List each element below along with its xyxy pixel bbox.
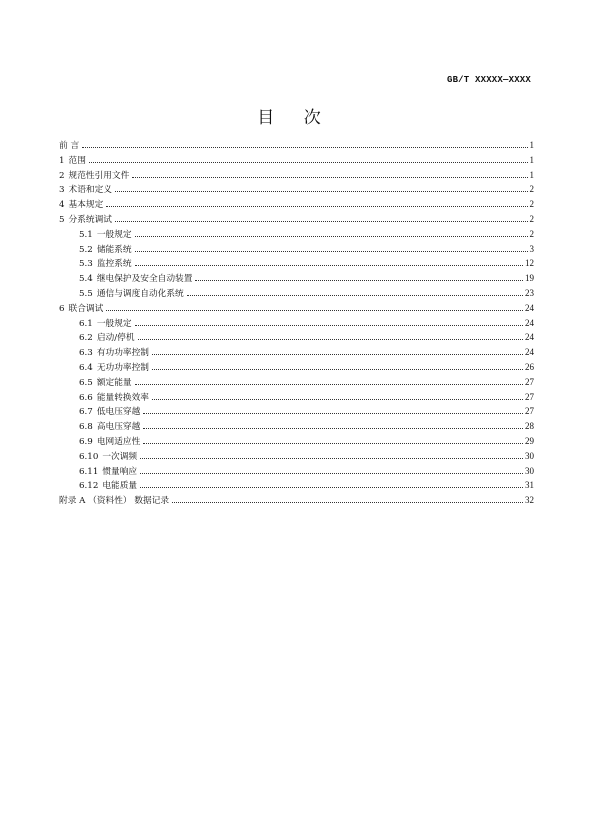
toc-entry-number: 6.2 bbox=[79, 333, 93, 344]
toc-entry-label: 一次调频 bbox=[102, 451, 138, 462]
toc-entry-page: 24 bbox=[525, 317, 534, 328]
toc-entry-label: 一般规定 bbox=[96, 229, 132, 240]
toc-entry-number: 6.6 bbox=[79, 392, 93, 403]
toc-entry-label: 电网适应性 bbox=[96, 436, 141, 447]
toc-entry[interactable] bbox=[59, 227, 534, 242]
toc-entry-number: 6.10 bbox=[79, 451, 99, 462]
toc-dot-leader bbox=[135, 264, 523, 266]
toc-entry-page: 30 bbox=[525, 465, 534, 476]
toc-entry-number: 5.1 bbox=[79, 229, 93, 240]
toc-entry-number: 6.11 bbox=[79, 466, 99, 477]
toc-entry-page: 32 bbox=[525, 495, 534, 506]
toc-entry-number: 4 bbox=[59, 200, 65, 211]
toc-dot-leader bbox=[143, 427, 523, 429]
standard-number: GB/T XXXXX—XXXX bbox=[446, 75, 531, 85]
toc-entry-label: 前 言 bbox=[59, 141, 80, 151]
toc-dot-leader bbox=[138, 338, 523, 340]
toc-entry-page: 24 bbox=[525, 347, 534, 358]
toc-entry-page: 27 bbox=[525, 406, 534, 417]
toc-entry-page: 2 bbox=[529, 184, 534, 195]
toc-entry[interactable] bbox=[59, 375, 534, 390]
toc-dot-leader bbox=[140, 486, 523, 488]
toc-entry-page: 12 bbox=[525, 258, 534, 269]
toc-entry[interactable] bbox=[59, 449, 534, 464]
toc-dot-leader bbox=[135, 324, 523, 326]
toc-entry[interactable] bbox=[59, 301, 534, 316]
toc-entry-number: 6.7 bbox=[79, 407, 93, 418]
toc-entry-number: 5.4 bbox=[79, 274, 93, 285]
toc-entry-label: 有功功率控制 bbox=[96, 348, 149, 359]
toc-entry-label: 低电压穿越 bbox=[96, 407, 141, 418]
toc-entry-label: 术语和定义 bbox=[68, 185, 112, 196]
toc-dot-leader bbox=[140, 472, 523, 474]
toc-dot-leader bbox=[152, 353, 523, 355]
toc-dot-leader bbox=[132, 176, 527, 178]
toc-entry-label: 基本规定 bbox=[68, 200, 104, 211]
toc-dot-leader bbox=[106, 205, 527, 207]
toc-dot-leader bbox=[135, 383, 523, 385]
toc-entry-number: 5.3 bbox=[79, 259, 93, 270]
toc-entry-number: 6.8 bbox=[79, 422, 93, 433]
toc-entry-label: 电能质量 bbox=[102, 481, 138, 492]
toc-entry-label: 一般规定 bbox=[96, 318, 132, 329]
toc-entry-label: 联合调试 bbox=[68, 303, 104, 314]
toc-entry-number: 5.5 bbox=[79, 288, 93, 299]
toc-entry-number: 6.3 bbox=[79, 348, 93, 359]
toc-dot-leader bbox=[135, 235, 528, 237]
toc-entry[interactable] bbox=[59, 404, 534, 419]
toc-entry[interactable] bbox=[59, 390, 534, 405]
toc-dot-leader bbox=[135, 250, 528, 252]
toc-entry-page: 23 bbox=[525, 287, 534, 298]
toc-entry[interactable] bbox=[59, 168, 534, 183]
toc-dot-leader bbox=[152, 398, 523, 400]
toc-entry-page: 2 bbox=[529, 199, 534, 210]
toc-entry[interactable] bbox=[59, 271, 534, 286]
toc-dot-leader bbox=[115, 190, 528, 192]
toc-entry-page: 24 bbox=[525, 332, 534, 343]
toc-entry-number: 6.12 bbox=[79, 481, 99, 492]
toc-entry-label: 范围 bbox=[68, 155, 86, 166]
toc-entry[interactable] bbox=[59, 182, 534, 197]
toc-entry[interactable] bbox=[59, 478, 534, 493]
table-of-contents bbox=[59, 138, 534, 508]
toc-dot-leader bbox=[172, 501, 523, 503]
toc-entry-label: 监控系统 bbox=[96, 259, 132, 270]
toc-entry-number: 6.5 bbox=[79, 377, 93, 388]
toc-dot-leader bbox=[143, 442, 523, 444]
toc-dot-leader bbox=[143, 412, 523, 414]
toc-entry[interactable] bbox=[59, 286, 534, 301]
toc-entry-page: 29 bbox=[525, 435, 534, 446]
toc-entry-label: 分系统调试 bbox=[68, 214, 112, 225]
toc-entry[interactable] bbox=[59, 330, 534, 345]
toc-entry-label: 高电压穿越 bbox=[96, 422, 141, 433]
toc-entry-number: 1 bbox=[59, 155, 65, 166]
toc-dot-leader bbox=[187, 294, 523, 296]
toc-entry-page: 2 bbox=[529, 213, 534, 224]
toc-entry[interactable] bbox=[59, 256, 534, 271]
toc-entry[interactable] bbox=[59, 419, 534, 434]
toc-entry-number: 6 bbox=[59, 303, 65, 314]
toc-entry-number: 2 bbox=[59, 170, 65, 181]
toc-entry-label: 额定能量 bbox=[96, 377, 132, 388]
toc-dot-leader bbox=[106, 309, 523, 311]
toc-entry-page: 28 bbox=[525, 421, 534, 432]
toc-dot-leader bbox=[82, 146, 527, 148]
toc-entry-number: 5 bbox=[59, 214, 65, 225]
toc-entry[interactable] bbox=[59, 197, 534, 212]
toc-entry-label: 规范性引用文件 bbox=[68, 170, 130, 181]
toc-entry[interactable] bbox=[59, 464, 534, 479]
toc-entry-page: 31 bbox=[525, 480, 534, 491]
toc-entry-label: 能量转换效率 bbox=[96, 392, 149, 403]
toc-entry[interactable] bbox=[59, 434, 534, 449]
toc-entry-page: 19 bbox=[525, 273, 534, 284]
toc-entry-page: 24 bbox=[525, 302, 534, 313]
toc-entry-label: 通信与调度自动化系统 bbox=[96, 288, 184, 299]
toc-entry-label: 附录 A （资料性） 数据记录 bbox=[59, 496, 170, 507]
page-title: 目 次 bbox=[257, 108, 333, 129]
toc-entry[interactable] bbox=[59, 493, 534, 508]
toc-entry-number: 6.4 bbox=[79, 362, 93, 373]
toc-entry[interactable] bbox=[59, 242, 534, 257]
toc-entry[interactable] bbox=[59, 212, 534, 227]
toc-entry-number: 6.9 bbox=[79, 436, 93, 447]
toc-entry[interactable] bbox=[59, 360, 534, 375]
toc-entry-page: 26 bbox=[525, 361, 534, 372]
toc-entry-number: 3 bbox=[59, 185, 65, 196]
toc-entry[interactable] bbox=[59, 153, 534, 168]
toc-entry-page: 1 bbox=[529, 140, 534, 150]
toc-entry-label: 储能系统 bbox=[96, 244, 132, 255]
toc-entry-page: 1 bbox=[529, 169, 534, 180]
toc-entry-page: 1 bbox=[529, 154, 534, 165]
toc-dot-leader bbox=[152, 368, 523, 370]
toc-entry-page: 27 bbox=[525, 391, 534, 402]
toc-entry[interactable] bbox=[59, 316, 534, 331]
toc-dot-leader bbox=[195, 279, 523, 281]
toc-entry-page: 2 bbox=[529, 228, 534, 239]
toc-entry-label: 无功功率控制 bbox=[96, 362, 149, 373]
toc-entry-label: 继电保护及安全自动装置 bbox=[96, 274, 193, 285]
toc-entry-label: 启动/停机 bbox=[96, 333, 135, 344]
toc-entry[interactable] bbox=[59, 138, 534, 153]
toc-entry-label: 惯量响应 bbox=[102, 466, 138, 477]
toc-entry-page: 3 bbox=[529, 243, 534, 254]
toc-dot-leader bbox=[89, 161, 528, 163]
toc-entry-page: 30 bbox=[525, 450, 534, 461]
toc-dot-leader bbox=[140, 457, 523, 459]
toc-entry-number: 6.1 bbox=[79, 318, 93, 329]
toc-entry-page: 27 bbox=[525, 376, 534, 387]
toc-entry[interactable] bbox=[59, 345, 534, 360]
toc-entry-number: 5.2 bbox=[79, 244, 93, 255]
toc-dot-leader bbox=[115, 220, 528, 222]
